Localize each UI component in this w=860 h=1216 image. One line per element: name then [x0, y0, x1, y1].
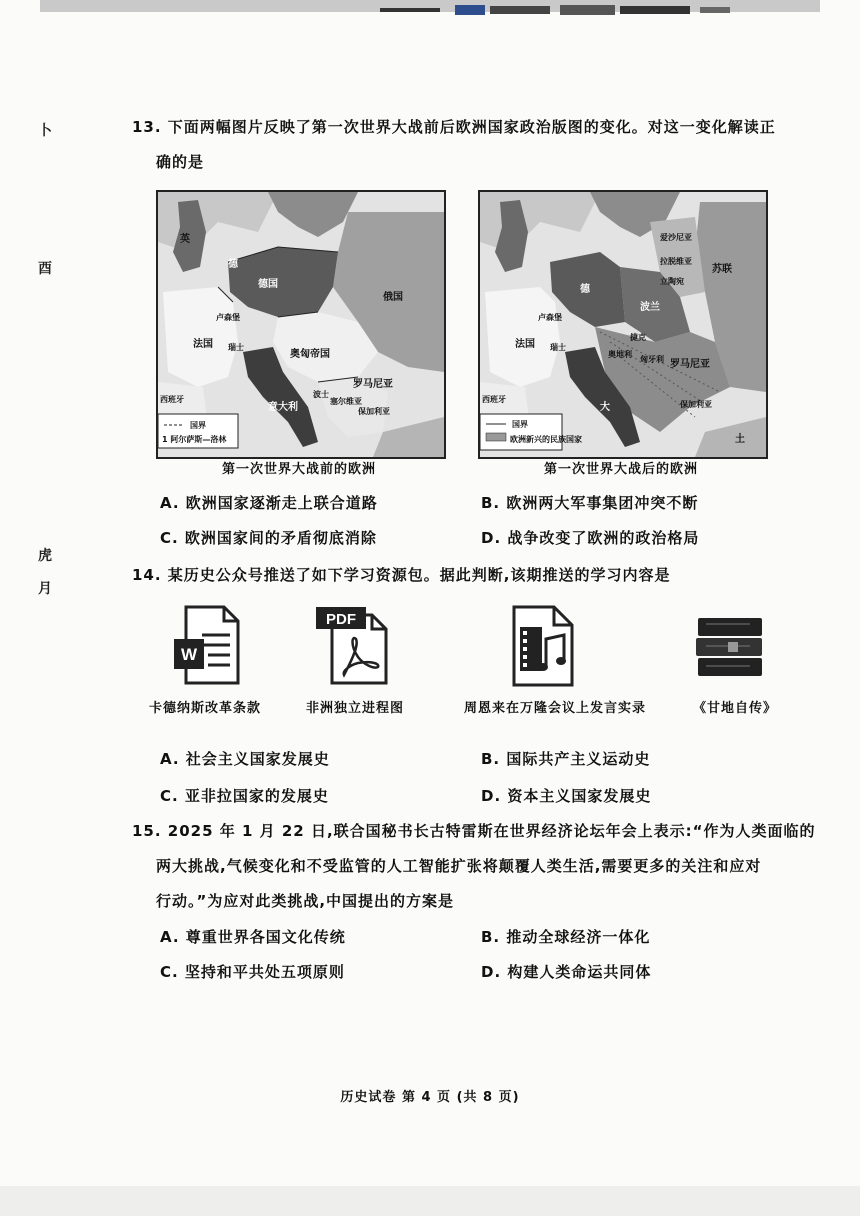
map2-legend-new-states: 欧洲新兴的民族国家: [510, 435, 582, 444]
map2-label-lu-sen-bao: 卢森堡: [538, 313, 562, 322]
question-15: [132, 814, 832, 919]
map2-label-rui-shi: 瑞士: [550, 343, 566, 352]
map1-label-de-guo: 德国: [258, 279, 278, 290]
q14-option-b[interactable]: B. 国际共产主义运动史: [481, 750, 651, 768]
question-15-stem-line2: 两大挑战,气候变化和不受监管的人工智能扩张将颠覆人类生活,需要更多的关注和应对: [156, 857, 762, 875]
map1-label-fa-guo: 法国: [193, 339, 213, 350]
map1-label-ying: 英: [180, 234, 190, 245]
map-before-caption: 第一次世界大战前的欧洲: [221, 462, 376, 477]
q13-option-d[interactable]: D. 战争改变了欧洲的政治格局: [481, 529, 700, 547]
question-13-stem-line2: 确的是: [156, 153, 205, 171]
map2-label-bao-jia-li-ya: 保加利亚: [680, 400, 712, 409]
map2-label-li-tao-wan: 立陶宛: [660, 277, 684, 286]
map1-label-luo-ma-ni-ya: 罗马尼亚: [353, 379, 393, 390]
margin-mark-4: 月: [38, 581, 52, 597]
map2-label-xi-ban-ya: 西班牙: [482, 395, 506, 404]
q15-option-a[interactable]: A. 尊重世界各国文化传统: [160, 928, 346, 946]
resource-caption-1: 卡德纳斯改革条款: [148, 701, 261, 716]
book-stack-icon: [694, 616, 766, 682]
q13-option-a[interactable]: A. 欧洲国家逐渐走上联合道路: [160, 494, 378, 512]
word-icon-letter: W: [180, 645, 198, 664]
map1-label-yi-da-li: 意大利: [268, 402, 298, 413]
map1-label-ao-xiong: 奥匈帝国: [290, 349, 330, 360]
map2-label-de: 德: [580, 284, 590, 295]
q13-option-b[interactable]: B. 欧洲两大军事集团冲突不断: [481, 494, 699, 512]
q15-option-d[interactable]: D. 构建人类命运共同体: [481, 963, 652, 981]
resource-caption-4: 《甘地自传》: [692, 701, 777, 716]
map1-label-de: 德: [228, 259, 238, 270]
margin-mark-2: 酉: [38, 261, 52, 277]
q15-option-c[interactable]: C. 坚持和平共处五项原则: [160, 963, 345, 981]
q13-option-c[interactable]: C. 欧洲国家间的矛盾彻底消除: [160, 529, 377, 547]
q14-option-c[interactable]: C. 亚非拉国家的发展史: [160, 787, 329, 805]
map2-label-xiong-ya-li: 匈牙利: [640, 355, 664, 364]
q14-option-d[interactable]: D. 资本主义国家发展史: [481, 787, 652, 805]
map2-label-su-lian: 苏联: [712, 264, 732, 275]
map2-label-da: 大: [600, 402, 610, 413]
map1-label-sai-er-wei-ya: 塞尔维亚: [330, 397, 362, 406]
map1-label-lu-sen-bao: 卢森堡: [216, 313, 240, 322]
map2-label-ao-di-li: 奥地利: [608, 350, 632, 359]
question-14: [132, 558, 671, 593]
top-cut-off-text: [380, 2, 780, 18]
question-13-stem-line1: 13. 下面两幅图片反映了第一次世界大战前后欧洲国家政治版图的变化。对这一变化解读正: [132, 118, 776, 136]
page-footer: 历史试卷 第 4 页 (共 8 页): [340, 1090, 520, 1105]
map1-label-rui-shi: 瑞士: [228, 343, 244, 352]
question-15-stem-line3: 行动。”为应对此类挑战,中国提出的方案是: [156, 892, 455, 910]
map2-label-luo-ma-ni-ya: 罗马尼亚: [670, 359, 710, 370]
question-14-stem: 14. 某历史公众号推送了如下学习资源包。据此判断,该期推送的学习内容是: [132, 566, 671, 584]
question-13: [132, 110, 776, 180]
map2-label-bo-lan: 波兰: [640, 302, 660, 313]
pdf-document-icon: [314, 605, 394, 689]
map-europe-after-wwi: [478, 190, 768, 459]
france-shape: [163, 287, 238, 387]
map2-label-jie-ke: 捷克: [630, 333, 646, 342]
margin-mark-3: 虎: [38, 548, 52, 564]
bottom-scan-edge: [0, 1186, 860, 1216]
map1-legend-alsace: 1 阿尔萨斯—洛林: [162, 435, 227, 444]
map-after-caption: 第一次世界大战后的欧洲: [543, 462, 698, 477]
resource-caption-2: 非洲独立进程图: [305, 701, 404, 716]
map1-legend-border: 国界: [190, 421, 206, 430]
map2-label-la-tuo-wei-ya: 拉脱维亚: [660, 257, 692, 266]
map2-label-ai-sha-ni-ya: 爱沙尼亚: [660, 233, 692, 242]
map1-label-xi-ban-ya: 西班牙: [160, 395, 184, 404]
map2-legend-border: 国界: [512, 420, 528, 429]
video-music-file-icon: [510, 605, 576, 691]
word-document-icon: [172, 605, 240, 689]
map1-label-e-guo: 俄国: [383, 292, 403, 303]
pdf-icon-label: PDF: [326, 611, 356, 628]
map1-label-bo-shi: 波士: [313, 390, 329, 399]
margin-mark-1: 卜: [38, 123, 52, 139]
q14-option-a[interactable]: A. 社会主义国家发展史: [160, 750, 330, 768]
map2-label-fa-guo: 法国: [515, 339, 535, 350]
q15-option-b[interactable]: B. 推动全球经济一体化: [481, 928, 651, 946]
map1-label-bao-jia-li-ya: 保加利亚: [358, 407, 390, 416]
map-europe-before-wwi: [156, 190, 446, 459]
question-15-stem-line1: 15. 2025 年 1 月 22 日,联合国秘书长古特雷斯在世界经济论坛年会上表示:“作为人类面临的: [132, 822, 816, 840]
resource-caption-3: 周恩来在万隆会议上发言实录: [463, 701, 646, 716]
map2-label-tu: 土: [735, 434, 745, 445]
